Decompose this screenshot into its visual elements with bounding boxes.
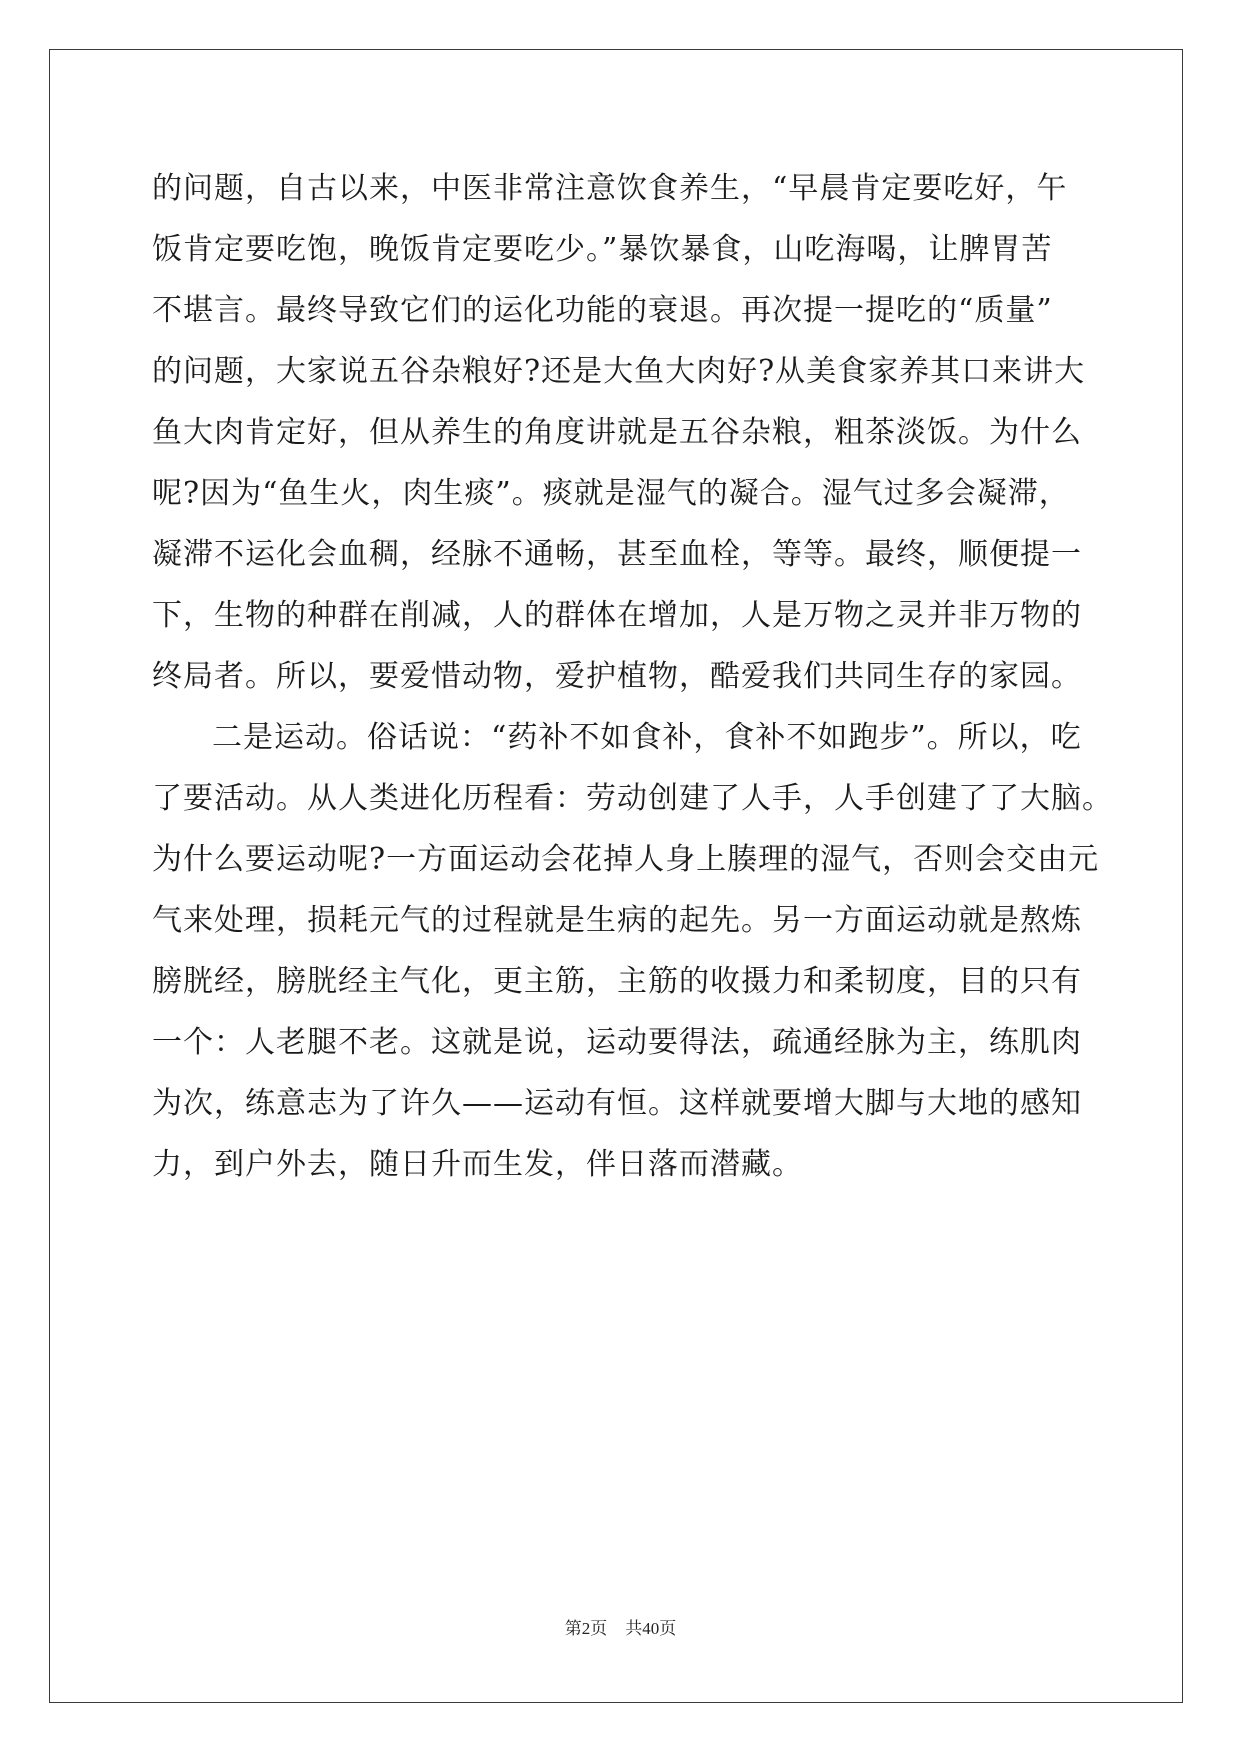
text-line: 气来处理，损耗元气的过程就是生病的起先。另一方面运动就是熬炼 [152,903,1082,938]
text-line: 的问题，大家说五谷杂粮好?还是大鱼大肉好?从美食家养其口来讲大 [152,354,1086,389]
page-total: 共40页 [625,1619,677,1638]
text-line: 的问题，自古以来，中医非常注意饮食养生，“早晨肯定要吃好，午 [152,171,1068,206]
page-number: 第2页 [564,1619,608,1638]
text-line: 饭肯定要吃饱，晚饭肯定要吃少。”暴饮暴食，山吃海喝，让脾胃苦 [152,232,1053,267]
text-line: 一个：人老腿不老。这就是说，运动要得法，疏通经脉为主，练肌肉 [152,1025,1082,1060]
body-text [152,158,1112,1195]
text-line: 鱼大肉肯定好，但从养生的角度讲就是五谷杂粮，粗茶淡饭。为什么 [152,415,1082,450]
text-line: 不堪言。最终导致它们的运化功能的衰退。再次提一提吃的“质量” [152,293,1053,328]
page-footer [0,1614,1241,1639]
text-line: 为次，练意志为了许久——运动有恒。这样就要增大脚与大地的感知 [152,1086,1082,1121]
text-line: 下，生物的种群在削减，人的群体在增加，人是万物之灵并非万物的 [152,598,1082,633]
text-line: 力，到户外去，随日升而生发，伴日落而潜藏。 [152,1147,803,1182]
text-line: 终局者。所以，要爱惜动物，爱护植物，酷爱我们共同生存的家园。 [152,659,1082,694]
text-line: 膀胱经，膀胱经主气化，更主筋，主筋的收摄力和柔韧度，目的只有 [152,964,1082,999]
text-line: 呢?因为“鱼生火，肉生痰”。痰就是湿气的凝合。湿气过多会凝滞， [152,476,1070,511]
text-line: 凝滞不运化会血稠，经脉不通畅，甚至血栓，等等。最终，顺便提一 [152,537,1082,572]
text-line: 了要活动。从人类进化历程看：劳动创建了人手，人手创建了了大脑。 [152,781,1113,816]
text-line: 为什么要运动呢?一方面运动会花掉人身上腠理的湿气，否则会交由元 [152,842,1100,877]
paragraph-start-line: 二是运动。俗话说：“药补不如食补，食补不如跑步”。所以，吃 [212,720,1082,755]
